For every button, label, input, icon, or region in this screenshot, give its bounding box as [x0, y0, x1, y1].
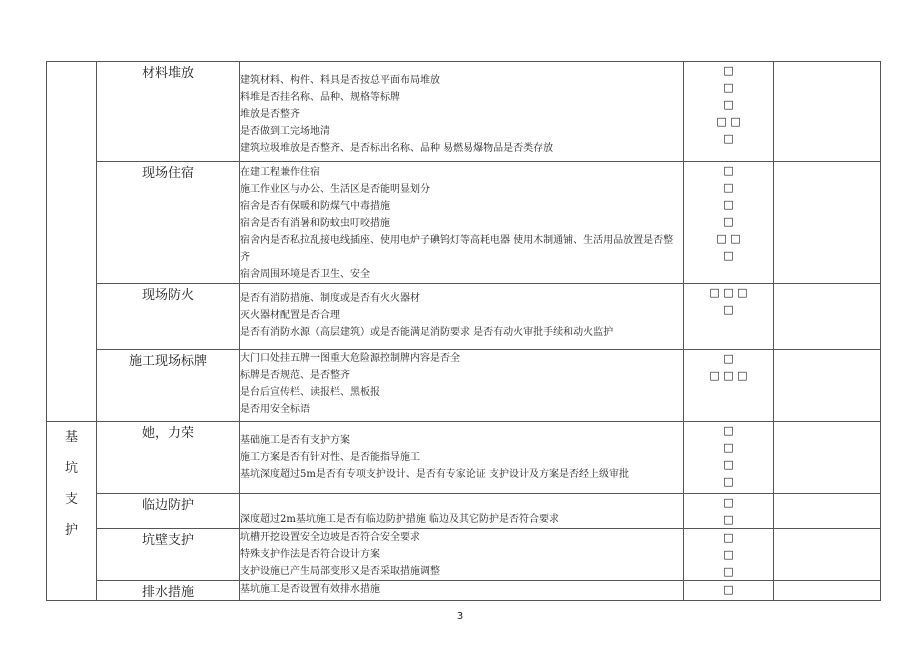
- check-item: 是否有消防水源（高层建筑）或是否能满足消防要求 是否有动火审批手续和动火监护: [240, 327, 614, 338]
- subcategory-cell: 坑壁支护: [97, 529, 240, 581]
- check-item: 料堆是否挂名称、品种、规格等标牌: [240, 92, 400, 103]
- checkbox-cell: [684, 581, 774, 601]
- table-row-support-plan: [47, 422, 881, 494]
- check-items-cell: [240, 162, 684, 284]
- subcategory-cell: 材料堆放: [97, 62, 240, 162]
- remark-cell: [774, 529, 881, 581]
- checkbox[interactable]: □: [723, 81, 734, 94]
- checkbox[interactable]: □: [723, 531, 734, 544]
- remark-cell: [774, 284, 881, 350]
- check-item: 灭火器材配置是否合理: [240, 310, 340, 321]
- subcategory-cell: 排水措施: [97, 581, 240, 601]
- check-item: 标牌是否规范、是否整齐: [240, 370, 350, 381]
- table-row-site-signage: [47, 350, 881, 422]
- check-item: 宿舍周围环境是否卫生、安全: [240, 269, 370, 280]
- check-items-cell: [240, 284, 684, 350]
- subcategory-cell: 现场住宿: [97, 162, 240, 284]
- check-item: 坑槽开挖设置安全边坡是否符合安全要求: [240, 532, 420, 543]
- category-cell: [47, 62, 97, 422]
- check-items-cell: [240, 350, 684, 422]
- remark-cell: [774, 62, 881, 162]
- check-item: 建筑材料、构件、料具是否按总平面布局堆放: [240, 75, 440, 86]
- check-item: 施工作业区与办公、生活区是否能明显划分: [240, 184, 430, 195]
- checkbox[interactable]: □: [723, 215, 734, 228]
- check-items-cell: [240, 494, 684, 529]
- checkbox[interactable]: □: [723, 181, 734, 194]
- page-number: 3: [456, 611, 464, 622]
- remark-cell: [774, 162, 881, 284]
- check-item: 基础施工是否有支护方案: [240, 435, 350, 446]
- checkbox[interactable]: □ □: [716, 115, 741, 128]
- check-item: 是否做到工完场地清: [240, 126, 330, 137]
- checkbox[interactable]: □: [723, 441, 734, 454]
- checkbox[interactable]: □: [723, 64, 734, 77]
- checkbox[interactable]: □: [723, 583, 734, 596]
- subcategory-cell: 她，力荣: [97, 422, 240, 494]
- checkbox-cell: [684, 529, 774, 581]
- subcategory-cell: 临边防护: [97, 494, 240, 529]
- check-item: 是否用安全标语: [240, 404, 310, 415]
- check-item: 支护设施已产生局部变形又是否采取措施调整: [240, 566, 440, 577]
- check-item: 宿舍内是否私拉乱接电线插座、使用电炉子碘钨灯等高耗电器 使用木制通铺、生活用品放置是否整齐: [240, 235, 674, 263]
- checkbox[interactable]: □: [723, 132, 734, 145]
- check-item: 建筑垃圾堆放是否整齐、是否标出名称、品种 易燃易爆物品是否类存放: [240, 143, 554, 154]
- remark-cell: [774, 422, 881, 494]
- checkbox-cell: [684, 422, 774, 494]
- check-items-cell: [240, 62, 684, 162]
- checkbox[interactable]: □: [723, 548, 734, 561]
- checkbox[interactable]: □: [723, 249, 734, 262]
- check-items-cell: [240, 422, 684, 494]
- check-item: 基坑施工是否设置有效排水措施: [240, 584, 380, 595]
- checkbox-cell: [684, 494, 774, 529]
- check-item: 是台后宣传栏、读报栏、黑板报: [240, 387, 380, 398]
- checkbox-cell: [684, 62, 774, 162]
- table-row-edge-protection: [47, 494, 881, 529]
- table-row-drainage: [47, 581, 881, 601]
- checkbox[interactable]: □: [723, 164, 734, 177]
- subcategory-cell: 现场防火: [97, 284, 240, 350]
- table-row-material-storage: [47, 62, 881, 162]
- checkbox-cell: [684, 284, 774, 350]
- checkbox[interactable]: □: [723, 475, 734, 488]
- checkbox-cell: [684, 162, 774, 284]
- subcategory-cell: 施工现场标牌: [97, 350, 240, 422]
- checkbox[interactable]: □: [723, 513, 734, 526]
- check-item: 堆放是否整齐: [240, 109, 300, 120]
- checkbox[interactable]: □ □: [716, 232, 741, 245]
- category-cell: 基坑支护: [47, 422, 97, 601]
- check-item: 是否有消防措施、制度或是否有火火器材: [240, 293, 420, 304]
- check-items-cell: [240, 529, 684, 581]
- remark-cell: [774, 494, 881, 529]
- checkbox[interactable]: □: [723, 496, 734, 509]
- checkbox[interactable]: □: [723, 352, 734, 365]
- checkbox[interactable]: □: [723, 424, 734, 437]
- checkbox[interactable]: □: [723, 98, 734, 111]
- check-item: 宿舍是否有消暑和防蚊虫叮咬措施: [240, 218, 390, 229]
- remark-cell: [774, 581, 881, 601]
- check-item: 特殊支护作法是否符合设计方案: [240, 549, 380, 560]
- checkbox-cell: [684, 350, 774, 422]
- remark-cell: [774, 350, 881, 422]
- check-item: 宿舍是否有保暖和防煤气中毒措施: [240, 201, 390, 212]
- checkbox[interactable]: □ □ □: [709, 286, 748, 299]
- table-row-pit-wall-support: [47, 529, 881, 581]
- check-item: 大门口处挂五牌一图重大危险源控制牌内容是否全: [240, 353, 460, 364]
- check-item: 施工方案是否有针对性、是否能指导施工: [240, 452, 420, 463]
- table-row-fire-prevention: [47, 284, 881, 350]
- checkbox[interactable]: □: [723, 458, 734, 471]
- checkbox[interactable]: □: [723, 303, 734, 316]
- checkbox[interactable]: □: [723, 198, 734, 211]
- check-item: 在建工程兼作住宿: [240, 167, 320, 178]
- checkbox[interactable]: □: [723, 565, 734, 578]
- check-item: 深度超过2m基坑施工是否有临边防护措施 临边及其它防护是否符合要求: [240, 514, 560, 525]
- inspection-table: [46, 61, 881, 601]
- check-item: 基坑深度超过5m是否有专项支护设计、是否有专家论证 支护设计及方案是否经上级审批: [240, 469, 630, 480]
- check-items-cell: [240, 581, 684, 601]
- table-row-site-accommodation: [47, 162, 881, 284]
- checkbox[interactable]: □ □ □: [709, 369, 748, 382]
